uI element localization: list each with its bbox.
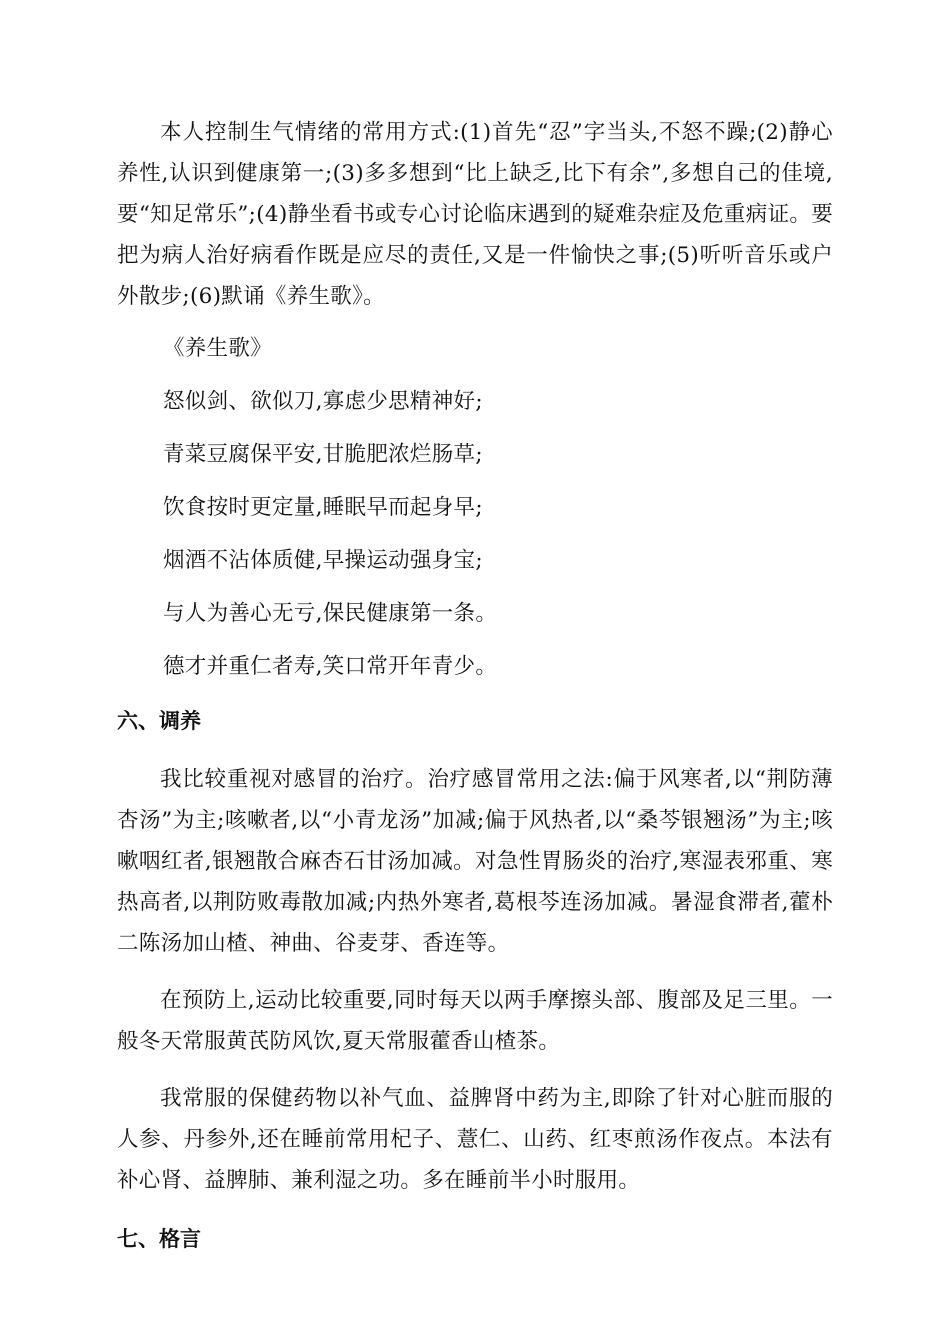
- document-page: [117, 112, 833, 1277]
- song-line: 怒似剑、欲似刀,寡虑少思精神好;: [163, 389, 483, 414]
- section-heading-6: 六、调养: [117, 709, 201, 733]
- section6-paragraph: 我比较重视对感冒的治疗。治疗感冒常用之法:偏于风寒者,以“荆防薄杏汤”为主;咳嗽者,以“小青龙汤”加减;偏于风热者,以“桑芩银翘汤”为主;咳嗽咽红者,银翘散合麻杏石甘汤加减。对急性胃肠炎的治疗,寒湿表邪重、寒热高者,以荆防败毒散加减;内热外寒者,葛根芩连汤加减。暑湿食滞者,藿朴二陈汤加山楂、神曲、谷麦芽、香连等。: [117, 767, 833, 956]
- song-line: 饮食按时更定量,睡眠早而起身早;: [163, 495, 483, 520]
- intro-paragraph: 本人控制生气情绪的常用方式:(1)首先“忍”字当头,不怒不躁;(2)静心养性,认识到健康第一;(3)多多想到“比上缺乏,比下有余”,多想自己的佳境,要“知足常乐”;(4)静坐看书或专心讨论临床遇到的疑难杂症及危重病证。要把为病人治好病看作既是应尽的责任,又是一件愉快之事;(5)听听音乐或户外散步;(6)默诵《养生歌》。: [117, 120, 833, 309]
- song-line: 德才并重仁者寿,笑口常开年青少。: [163, 654, 498, 679]
- section6-paragraph: 我常服的保健药物以补气血、益脾肾中药为主,即除了针对心脏而服的人参、丹参外,还在睡前常用杞子、薏仁、山药、红枣煎汤作夜点。本法有补心肾、益脾肺、兼利湿之功。多在睡前半小时服用。: [117, 1086, 833, 1193]
- song-line: 青菜豆腐保平安,甘脆肥浓烂肠草;: [163, 442, 483, 467]
- section-heading-7: 七、格言: [117, 1227, 201, 1251]
- song-title: 《养生歌》: [163, 336, 273, 361]
- section6-paragraph: 在预防上,运动比较重要,同时每天以两手摩擦头部、腹部及足三里。一般冬天常服黄芪防风饮,夏天常服藿香山楂茶。: [117, 988, 833, 1054]
- song-line: 与人为善心无亏,保民健康第一条。: [163, 601, 498, 626]
- song-line: 烟酒不沾体质健,早操运动强身宝;: [163, 548, 483, 573]
